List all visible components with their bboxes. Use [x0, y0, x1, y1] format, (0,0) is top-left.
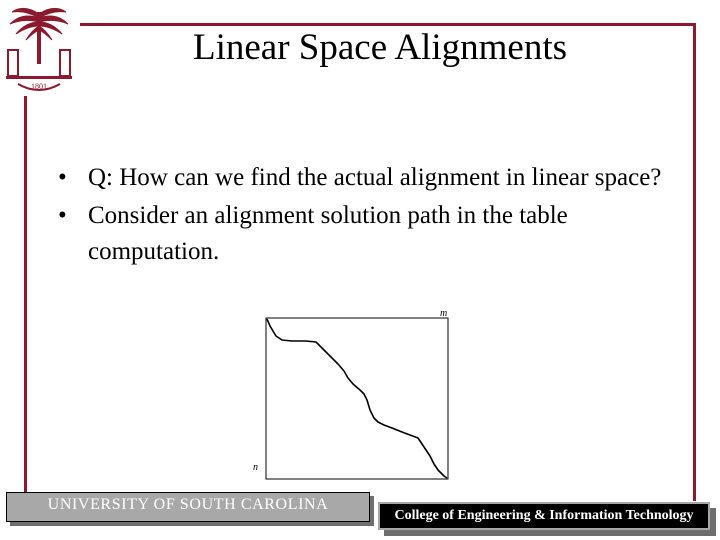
bullet-item [56, 160, 676, 196]
frame-left-line [24, 96, 27, 501]
figure-label-n: n [253, 462, 258, 473]
palmetto-seal-icon [4, 4, 82, 96]
university-logo [4, 4, 82, 96]
alignment-path [267, 319, 447, 478]
alignment-path-figure [250, 304, 460, 486]
bullet-text: Consider an alignment solution path in the table computation. [88, 202, 568, 265]
bullet-text: Q: How can we find the actual alignment in linear space? [88, 164, 662, 191]
university-banner [6, 492, 370, 522]
bullet-list [56, 160, 676, 272]
bullet-marker: • [58, 202, 67, 229]
figure-label-m: m [440, 308, 448, 319]
college-name: College of Engineering & Information Technology [394, 508, 694, 523]
college-banner [378, 502, 710, 530]
frame-right-line [693, 23, 696, 501]
bullet-marker: • [58, 164, 67, 191]
slide-title: Linear Space Alignments [192, 27, 567, 68]
logo-year: 1801 [31, 82, 47, 91]
university-name: UNIVERSITY OF SOUTH CAROLINA [47, 496, 329, 513]
alignment-table-box [266, 318, 448, 479]
bullet-item [56, 198, 676, 270]
